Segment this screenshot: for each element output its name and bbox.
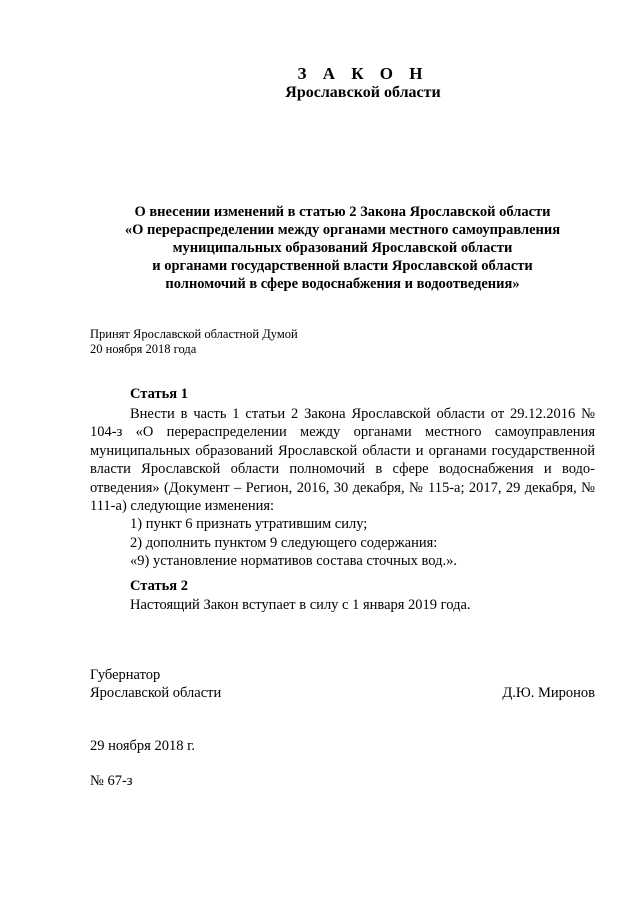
law-number: № 67-з [90,773,133,789]
signature-block [90,666,595,702]
law-title-line: «О перераспределении между органами местного самоуправления [124,222,561,238]
article-1-item: 2) дополнить пунктом 9 следующего содержания: [130,534,438,551]
law-title-line: полномочий в сфере водоснабжения и водоотведения» [165,276,520,292]
article-1-heading: Статья 1 [130,386,188,402]
law-title-line: муниципальных образований Ярославской области [172,240,513,256]
article-1-body [90,405,595,571]
article-2-paragraph: Настоящий Закон вступает в силу с 1 января 2019 года. [130,597,471,613]
law-title-line: О внесении изменений в статью 2 Закона Ярославской области [134,204,551,220]
signatory-position: Губернатор [90,667,161,683]
signatory-region: Ярославской области [90,685,222,701]
region-subtitle: Ярославской области [285,84,441,101]
adoption-body: Принят Ярославской областной Думой [90,327,298,341]
article-1-item: 1) пункт 6 признать утратившим силу; [130,516,368,533]
article-1-item: «9) установление нормативов состава сточных вод.». [130,553,457,570]
law-title-line: и органами государственной власти Ярославской области [152,258,533,274]
document-type-title: З А К О Н [297,64,429,83]
signing-date: 29 ноября 2018 г. [90,738,196,754]
signature-row [90,684,595,702]
law-title [90,203,595,293]
article-2-body [90,596,595,614]
adoption-date: 20 ноября 2018 года [90,342,197,356]
adoption-note [90,327,298,357]
article-2-heading: Статья 2 [130,578,188,594]
signatory-name: Д.Ю. Миронов [502,685,595,701]
article-1-paragraph: Внести в часть 1 статьи 2 Закона Ярославской области от 29.12.2016 № 104-з «О перераспределении между органами местного самоуправления муниципальных образований Ярославской области и органами государственной власти Ярославской области полномочий в сфере водоснабжения и водоотведения» (Документ – Регион, 2016, 30 декабря, № 115-а; 2017, 29 декабря, № 111-а) следующие изменения: [90,406,595,515]
